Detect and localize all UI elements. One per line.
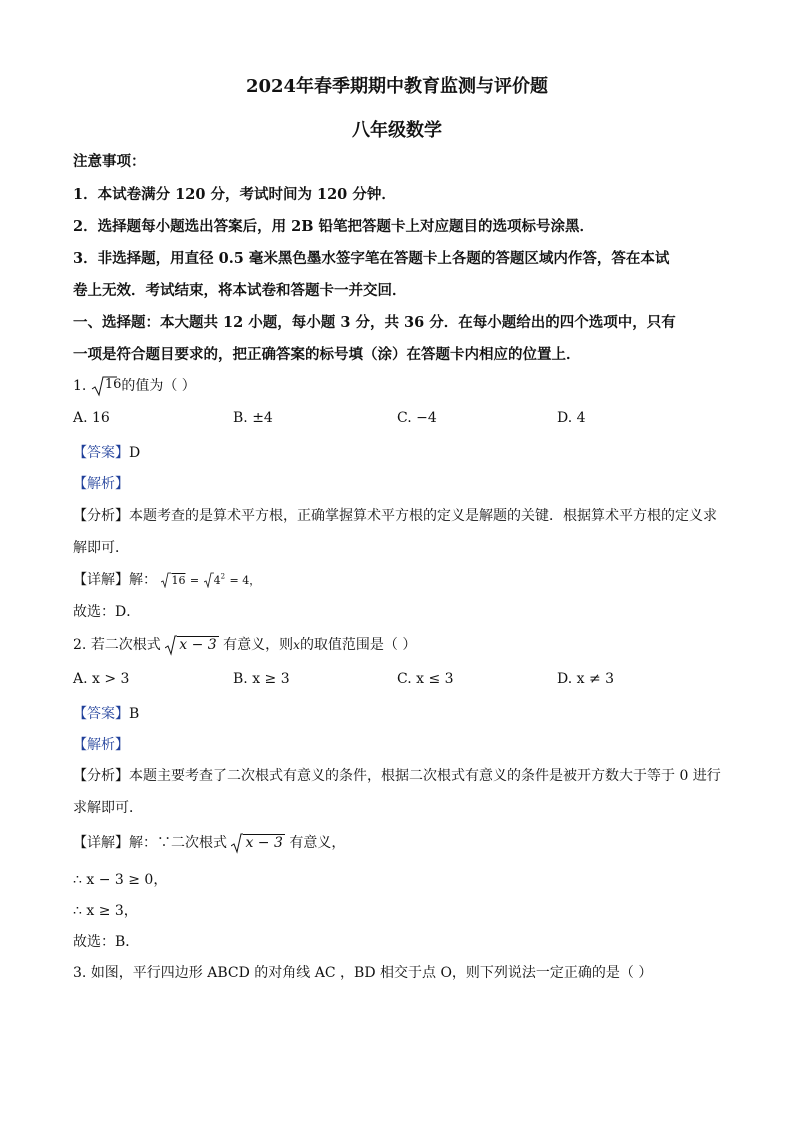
- fenxi-text: 本题主要考查了二次根式有意义的条件，根据二次根式有意义的条件是被开方数大于等于 0 进行: [129, 768, 721, 784]
- detail-radicand: x − 3: [245, 835, 283, 851]
- notice-item-1: 1．本试卷满分 120 分，考试时间为 120 分钟．: [73, 186, 396, 203]
- notice-item-3-line-1: 3．非选择题，用直径 0.5 毫米黑色墨水签字笔在答题卡上各题的答题区域内作答，答在本试: [73, 250, 670, 267]
- question-1-detail: [73, 569, 260, 589]
- question-2-option-b: B. x ≥ 3: [233, 671, 290, 687]
- sqrt-sign-icon: [231, 832, 243, 854]
- detail-prefix: 解：: [129, 572, 157, 588]
- question-2-answer: [73, 703, 139, 723]
- question-2-choice: 故选：B．: [73, 934, 140, 950]
- fenxi-text: 本题考查的是算术平方根，正确掌握算术平方根的定义是解题的关键．根据算术平方根的定义求: [129, 508, 717, 524]
- question-2-fenxi-line-1: [73, 765, 721, 785]
- question-2-stem-tail: 的取值范围是（ ）: [299, 637, 417, 653]
- exam-title: 2024年春季期期中教育监测与评价题: [245, 76, 549, 97]
- question-1-analysis-tag: 【解析】: [73, 476, 129, 492]
- question-3-text: 如图，平行四边形 ABCD 的对角线 AC ，BD 相交于点 O，则下列说法一定正确的是（ ）: [90, 965, 653, 981]
- answer-tag: 【答案】: [73, 706, 129, 722]
- question-1-answer: [73, 442, 140, 462]
- sqrt-sign-icon: [161, 572, 171, 588]
- sqrt-sign-icon: [204, 572, 214, 588]
- question-2-analysis-tag: 【解析】: [73, 737, 129, 753]
- question-1-radicand: 16: [104, 377, 122, 392]
- question-3-stem: [73, 962, 652, 982]
- answer-tag: 【答案】: [73, 445, 129, 461]
- question-2-option-a: A. x > 3: [73, 671, 130, 687]
- fenxi-tag: 【分析】: [73, 768, 129, 784]
- notice-item-3-line-2: 卷上无效．考试结束，将本试卷和答题卡一并交回．: [73, 282, 407, 299]
- question-2-stem-head: 若二次根式: [90, 637, 161, 653]
- detail-radicand-2-base: 4: [213, 574, 221, 587]
- detail-radicand-1: 16: [171, 574, 186, 587]
- question-2-number: 2.: [73, 637, 87, 653]
- detail-prefix: 解：∵二次根式: [129, 835, 227, 851]
- question-2-variable: x: [293, 638, 300, 652]
- question-1-choice: 故选：D．: [73, 604, 141, 620]
- sqrt-sign-icon: [165, 634, 177, 656]
- question-1-option-b: B. ±4: [233, 410, 273, 426]
- section-1-line-1: 一、选择题：本大题共 12 小题，每小题 3 分，共 36 分．在每小题给出的四个选项中，只有: [73, 314, 676, 331]
- question-2-fenxi-line-2: 求解即可．: [73, 800, 143, 816]
- detail-tag: 【详解】: [73, 572, 129, 588]
- detail-tag: 【详解】: [73, 835, 129, 851]
- question-1-option-c: C. −4: [397, 410, 437, 426]
- question-2-stem: [73, 634, 416, 656]
- question-2-option-c: C. x ≤ 3: [397, 671, 454, 687]
- fenxi-tag: 【分析】: [73, 508, 129, 524]
- detail-radicand-2-exp: 2: [220, 572, 226, 581]
- question-2-stem-mid: 有意义，则: [223, 637, 294, 653]
- section-1-line-2: 一项是符合题目要求的，把正确答案的标号填（涂）在答题卡内相应的位置上．: [73, 346, 581, 363]
- question-1-fenxi-line-1: [73, 505, 717, 525]
- question-1-stem-tail: 的值为（ ）: [121, 378, 196, 394]
- question-2-option-d: D. x ≠ 3: [557, 671, 615, 687]
- question-2-step-2: ∴ x ≥ 3，: [73, 903, 138, 919]
- question-1-option-a: A. 16: [73, 410, 110, 426]
- question-2-step-1: ∴ x − 3 ≥ 0，: [73, 872, 168, 888]
- detail-tail: 有意义，: [289, 835, 346, 851]
- question-2-radicand: x − 3: [179, 637, 217, 653]
- exam-subtitle: 八年级数学: [352, 120, 442, 141]
- notice-heading: 注意事项：: [73, 153, 146, 170]
- question-1-option-d: D. 4: [557, 410, 586, 426]
- answer-value: D: [129, 445, 141, 461]
- question-1-fenxi-line-2: 解即可．: [73, 540, 129, 556]
- question-3-number: 3.: [73, 965, 87, 981]
- detail-equals: =: [189, 574, 200, 587]
- question-2-detail: [73, 832, 345, 854]
- detail-result: = 4，: [229, 574, 261, 587]
- question-1-stem: [73, 375, 196, 397]
- answer-value: B: [129, 706, 140, 722]
- question-1-number: 1.: [73, 378, 87, 394]
- notice-item-2: 2．选择题每小题选出答案后，用 2B 铅笔把答题卡上对应题目的选项标号涂黑．: [73, 218, 595, 235]
